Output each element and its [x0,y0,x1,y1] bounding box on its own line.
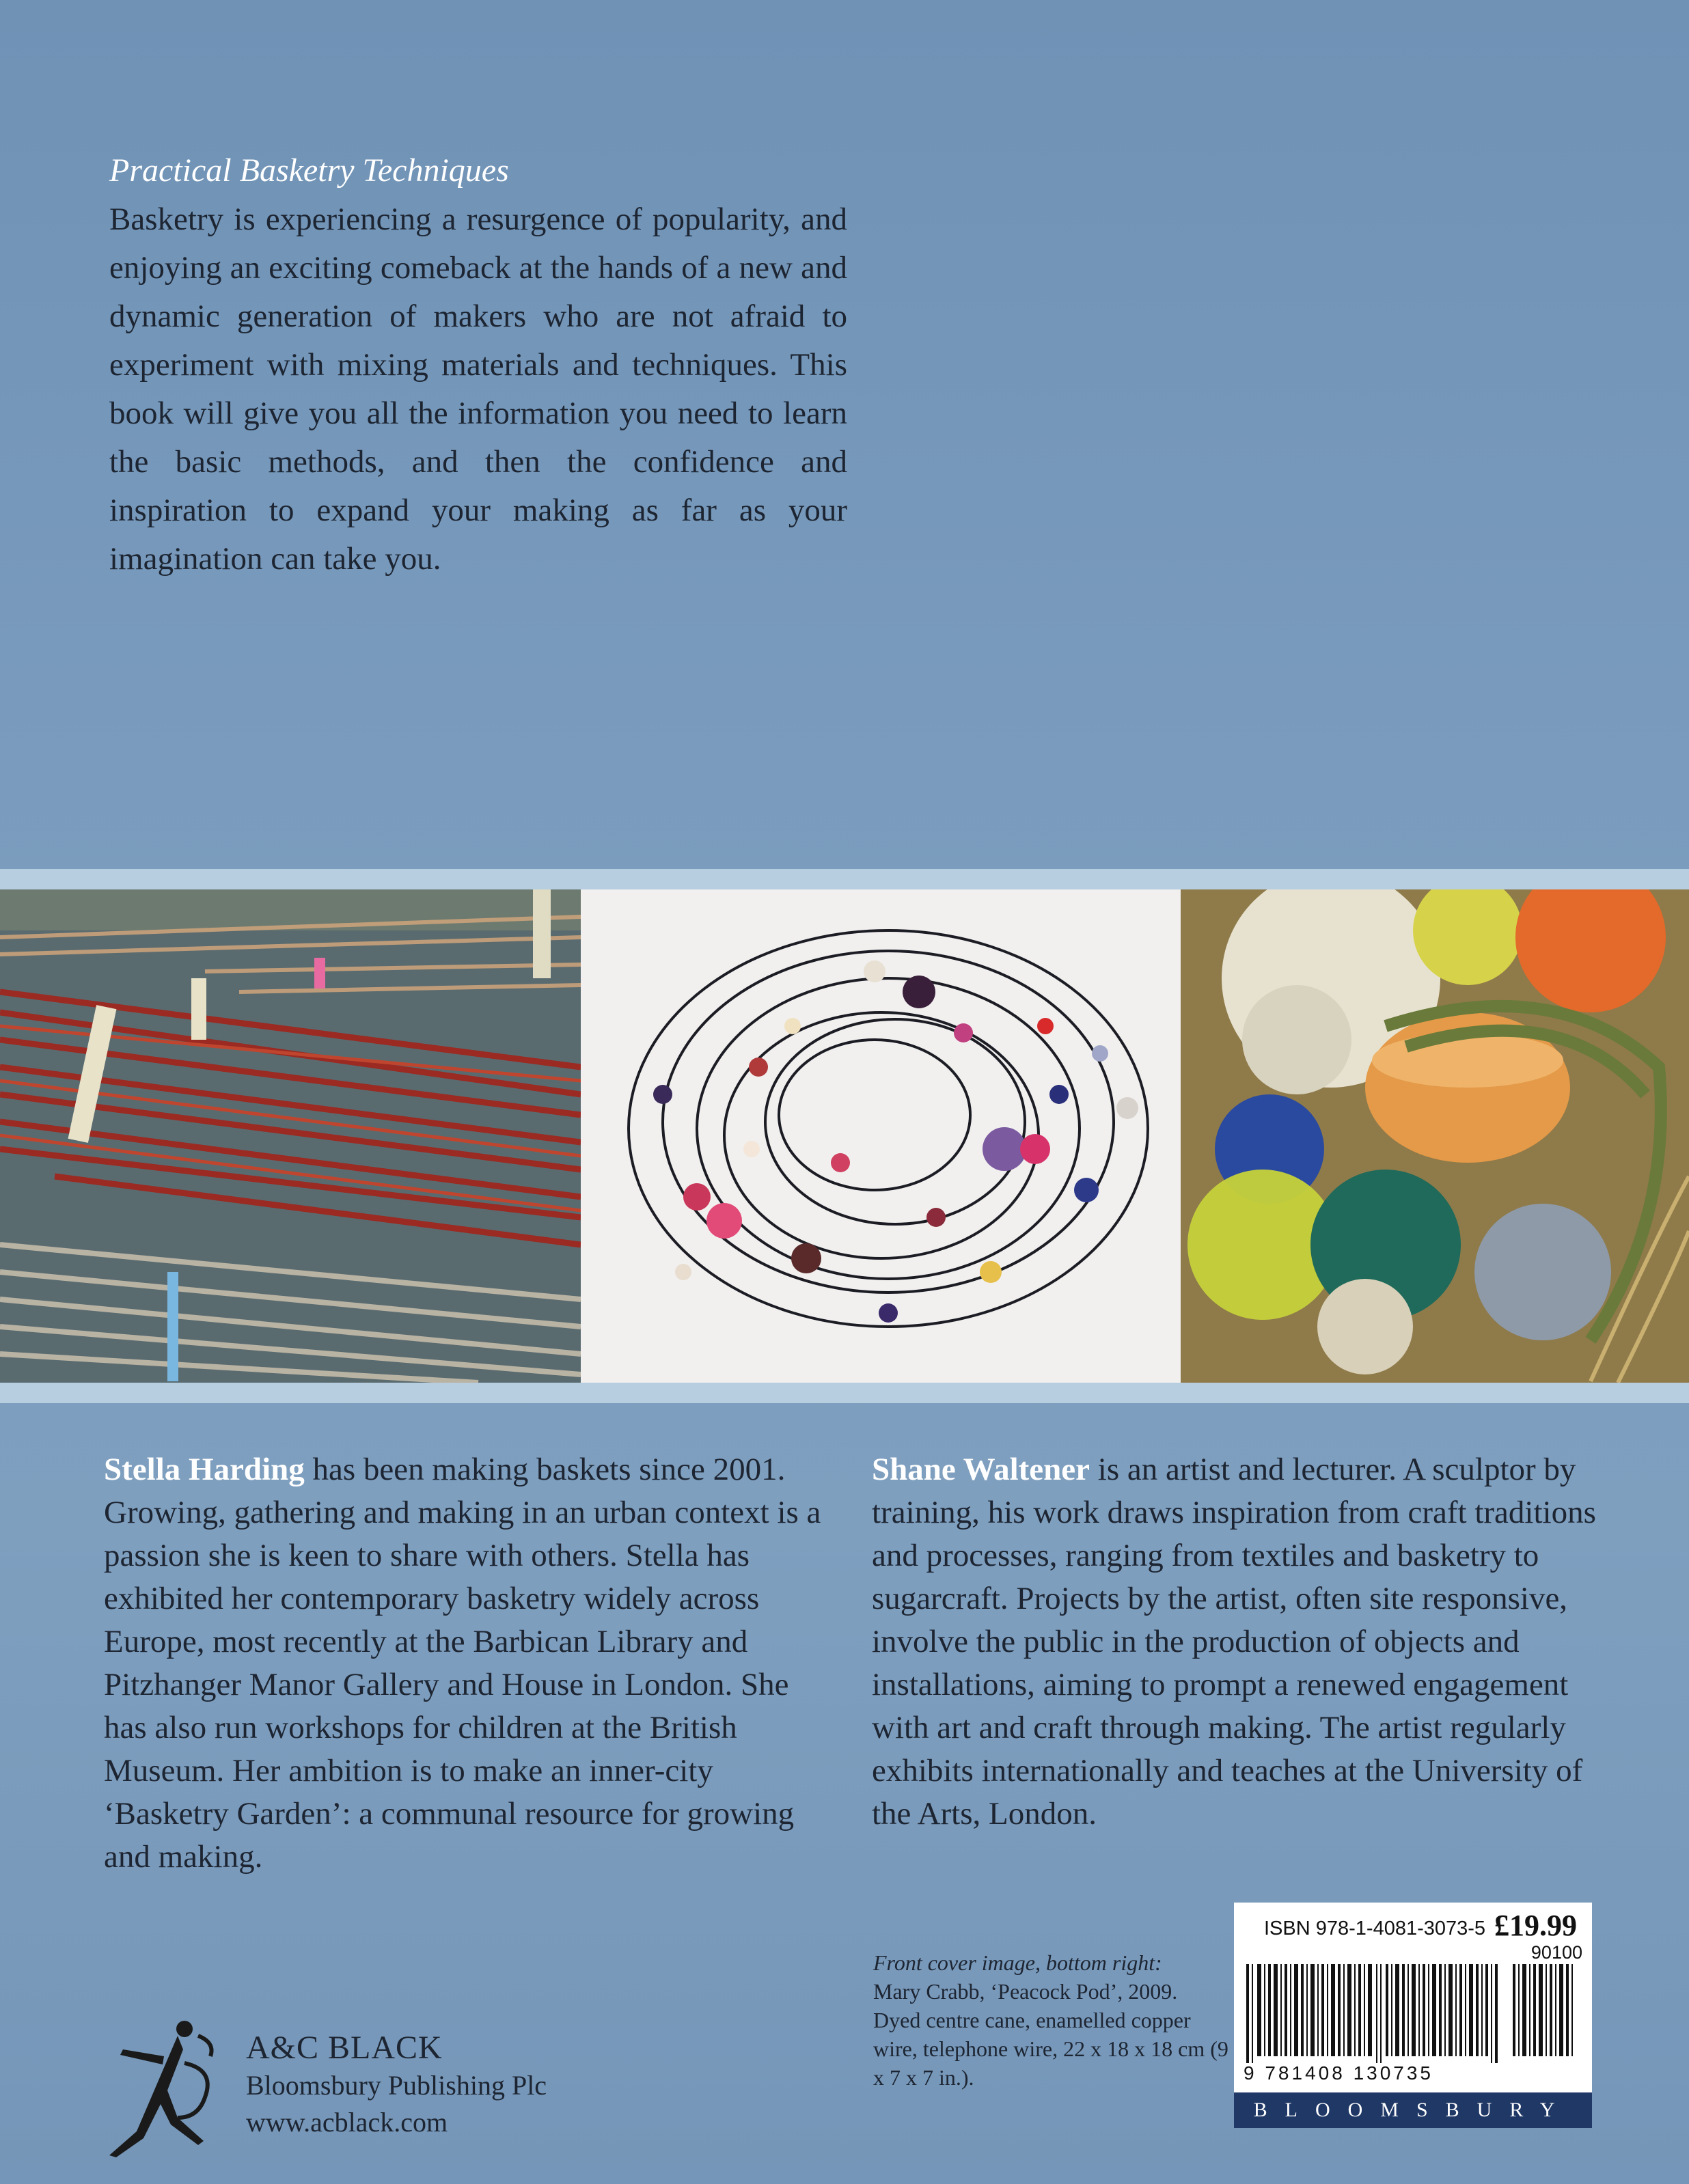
publisher-name: A&C BLACK [246,2030,443,2066]
caption-lead: Front cover image, bottom right: [873,1950,1162,1975]
barcode-label [1234,1903,1592,2128]
publisher-url: www.acblack.com [246,2107,448,2138]
author-bio-text: has been making baskets since 2001. Growing, gathering and making in an urban context is a passion she is keen to share with others. Stella has exhibited her contemporary basketry widely across Europe, most recently at the Barbican Library and Pitzhanger Manor Gallery and House in London. She has also run workshops for children at the British Museum. Her ambition is to make an inner-city ‘Basketry Garden’: a communal resource for growing and making. [104,1452,821,1875]
ean-digits: 9 781408 130735 [1244,2062,1433,2084]
author-bio-shane-waltener [872,1448,1603,1836]
publisher-logo-icon [96,2008,219,2159]
caption-text: Mary Crabb, ‘Peacock Pod’, 2009. Dyed centre cane, enamelled copper wire, telephone wire, 22 x 18 x 18 cm (9 x 7 x 7 in.). [873,1979,1228,2090]
price-supplement-code: 90100 [1530,1942,1582,1963]
barcode-bars [1242,1944,1584,2063]
author-name: Stella Harding [104,1452,305,1487]
yarn-materials-photo [1181,889,1689,1383]
blurb [109,146,847,583]
photo-band-top-edge [0,869,1689,889]
wire-buttons-photo [581,889,1181,1383]
cover-image-caption [873,1948,1228,2092]
author-name: Shane Waltener [872,1452,1090,1487]
photo-band-bottom-edge [0,1383,1689,1403]
isbn-number: ISBN 978-1-4081-3073-5 [1264,1918,1486,1939]
author-bio-text: is an artist and lecturer. A sculptor by training, his work draws inspiration from craft traditions and processes, ranging from textiles and basketry to sugarcraft. Projects by the artist, often site responsive, involve the public in the production of objects and installations, aiming to prompt a renewed engagement with art and craft through making. The artist regularly exhibits internationally and teaches at the University of the Arts, London. [872,1452,1596,1831]
author-bio-stella-harding [104,1448,821,1879]
book-title: Practical Basketry Techniques [109,152,509,189]
blurb-text: Basketry is experiencing a resurgence of popularity, and enjoying an exciting comeback at the hands of a new and dynamic generation of makers who are not afraid to experiment with mixing materials and techniques. This book will give you all the information you need to learn the basic methods, and then the confidence and inspiration to expand your making as far as your imagination can take you. [109,202,847,577]
willow-bundles-photo [0,889,581,1383]
price: £19.99 [1494,1909,1577,1942]
publisher-parent: Bloomsbury Publishing Plc [246,2070,547,2101]
publisher-block [96,2008,656,2159]
imprint-bar: BLOOMSBURY [1234,2092,1592,2128]
